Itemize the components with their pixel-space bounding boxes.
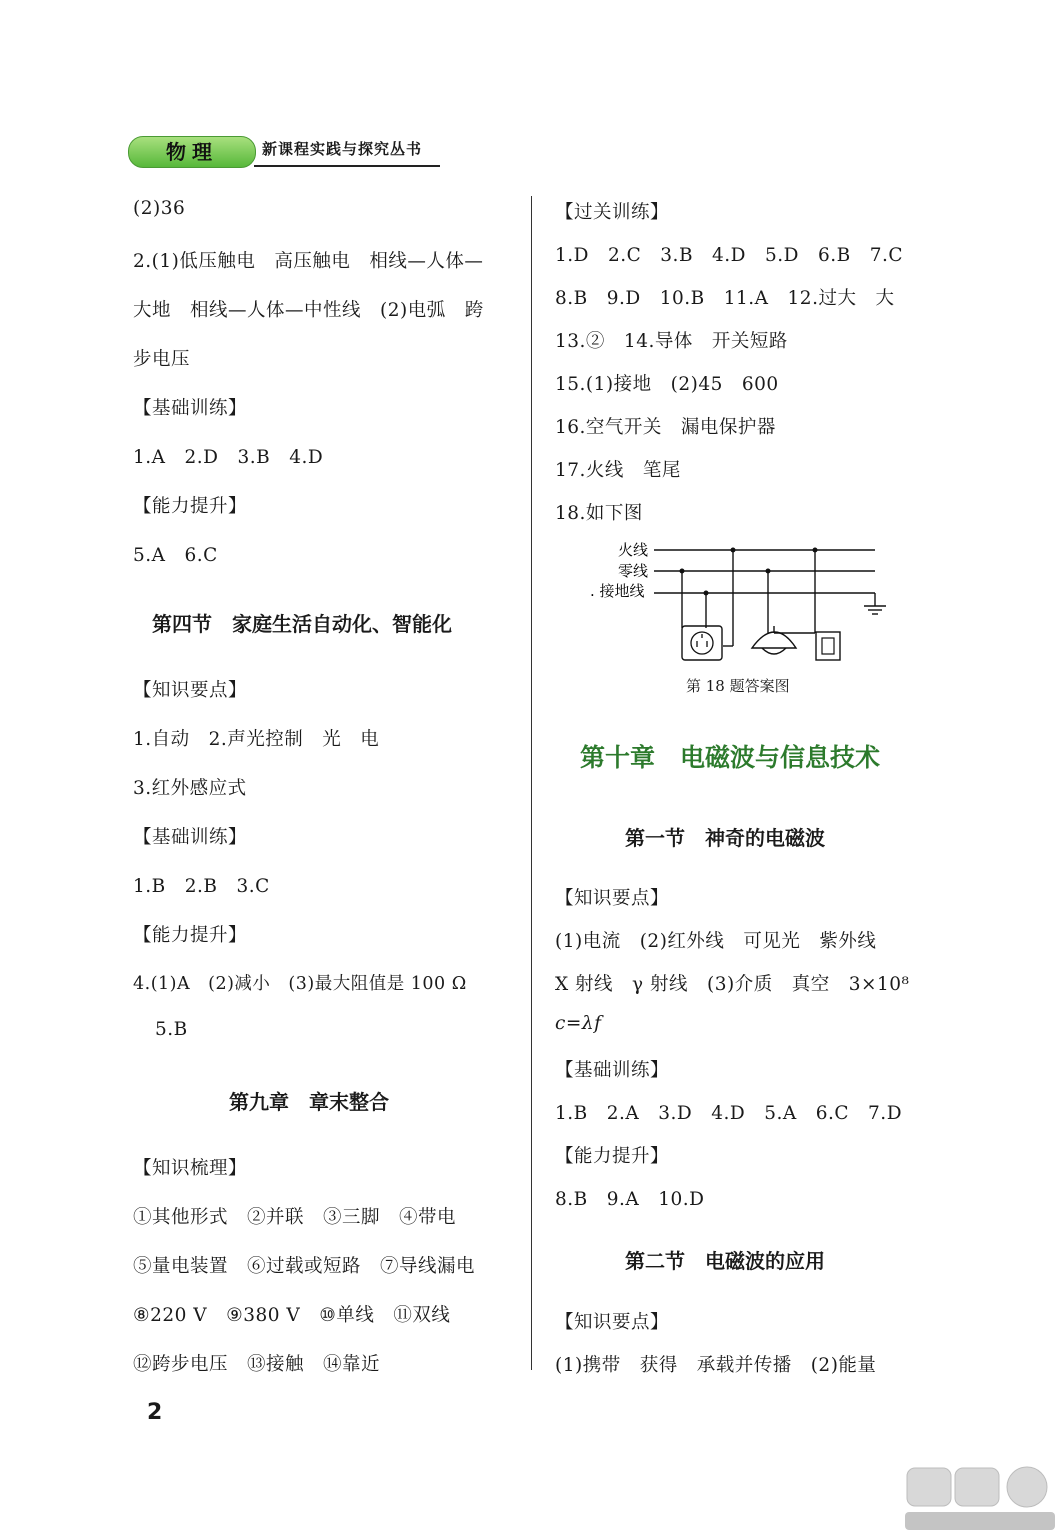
left-line: ⑧220 V ⑨380 V ⑩单线 ⑪双线 bbox=[133, 1305, 451, 1326]
left-line: 【基础训练】 bbox=[133, 398, 248, 419]
right-line: 【基础训练】 bbox=[555, 1060, 670, 1081]
right-line: (1)电流 (2)红外线 可见光 紫外线 bbox=[555, 931, 877, 952]
right-line: (1)携带 获得 承载并传播 (2)能量 bbox=[555, 1355, 877, 1376]
left-line: 大地 相线—人体—中性线 (2)电弧 跨 bbox=[133, 300, 484, 321]
right-line: 【能力提升】 bbox=[555, 1146, 670, 1167]
series-title: 新课程实践与探究丛书 bbox=[262, 140, 423, 158]
page-header bbox=[128, 132, 440, 168]
left-line: 【基础训练】 bbox=[133, 827, 248, 848]
right-line: 【知识要点】 bbox=[555, 888, 670, 909]
left-line: 2.(1)低压触电 高压触电 相线—人体— bbox=[133, 251, 484, 272]
right-line: 13.② 14.导体 开关短路 bbox=[555, 331, 788, 352]
left-line: 4.(1)A (2)减小 (3)最大阻值是 100 Ω bbox=[133, 974, 467, 994]
header-rule bbox=[254, 165, 440, 167]
live-wire-label: 火线 bbox=[618, 541, 649, 559]
socket-icon bbox=[682, 626, 722, 660]
right-line: 1.D 2.C 3.B 4.D 5.D 6.B 7.C bbox=[555, 245, 904, 266]
section-heading: 第一节 神奇的电磁波 bbox=[625, 826, 825, 850]
switch-icon bbox=[816, 632, 840, 660]
left-line: 1.A 2.D 3.B 4.D bbox=[133, 447, 324, 468]
left-line: 【知识要点】 bbox=[133, 680, 248, 701]
left-line: 1.B 2.B 3.C bbox=[133, 876, 270, 897]
right-line: 16.空气开关 漏电保护器 bbox=[555, 417, 776, 438]
left-line: 1.自动 2.声光控制 光 电 bbox=[133, 729, 380, 750]
right-line: 【过关训练】 bbox=[555, 202, 670, 223]
diagram-caption: 第 18 题答案图 bbox=[686, 677, 790, 695]
right-line: 17.火线 笔尾 bbox=[555, 460, 681, 481]
neutral-wire-label: 零线 bbox=[618, 562, 649, 580]
left-line: ①其他形式 ②并联 ③三脚 ④带电 bbox=[133, 1207, 457, 1228]
right-line: 15.(1)接地 (2)45 600 bbox=[555, 374, 779, 395]
chapter-title: 第十章 电磁波与信息技术 bbox=[580, 743, 881, 772]
left-line: ⑫跨步电压 ⑬接触 ⑭靠近 bbox=[133, 1354, 381, 1375]
section-heading: 第四节 家庭生活自动化、智能化 bbox=[152, 612, 452, 636]
lamp-icon bbox=[752, 632, 796, 648]
column-divider bbox=[531, 196, 532, 1370]
right-line: 1.B 2.A 3.D 4.D 5.A 6.C 7.D bbox=[555, 1103, 903, 1124]
right-line: 8.B 9.A 10.D bbox=[555, 1189, 705, 1210]
left-line: 3.红外感应式 bbox=[133, 778, 247, 799]
right-line: X 射线 γ 射线 (3)介质 真空 3×10⁸ bbox=[555, 974, 910, 995]
watermark-logo bbox=[905, 1466, 1055, 1532]
subject-badge: 物理 bbox=[128, 136, 256, 168]
page-number: 2 bbox=[147, 1400, 163, 1425]
left-line: ⑤量电装置 ⑥过载或短路 ⑦导线漏电 bbox=[133, 1256, 476, 1277]
left-line: 5.B bbox=[155, 1019, 188, 1040]
wiring-diagram bbox=[590, 538, 900, 673]
section-heading: 第二节 电磁波的应用 bbox=[625, 1249, 825, 1273]
left-line: 【能力提升】 bbox=[133, 925, 248, 946]
left-line: 【能力提升】 bbox=[133, 496, 248, 517]
left-line: (2)36 bbox=[133, 198, 186, 219]
right-line: 18.如下图 bbox=[555, 503, 643, 524]
formula: c=λf bbox=[555, 1013, 602, 1034]
left-line: 【知识梳理】 bbox=[133, 1158, 248, 1179]
chapter-summary-heading: 第九章 章末整合 bbox=[229, 1090, 389, 1114]
left-line: 步电压 bbox=[133, 349, 191, 370]
ground-wire-label: . 接地线 bbox=[590, 582, 645, 600]
left-line: 5.A 6.C bbox=[133, 545, 218, 566]
right-line: 8.B 9.D 10.B 11.A 12.过大 大 bbox=[555, 288, 895, 309]
right-line: 【知识要点】 bbox=[555, 1312, 670, 1333]
